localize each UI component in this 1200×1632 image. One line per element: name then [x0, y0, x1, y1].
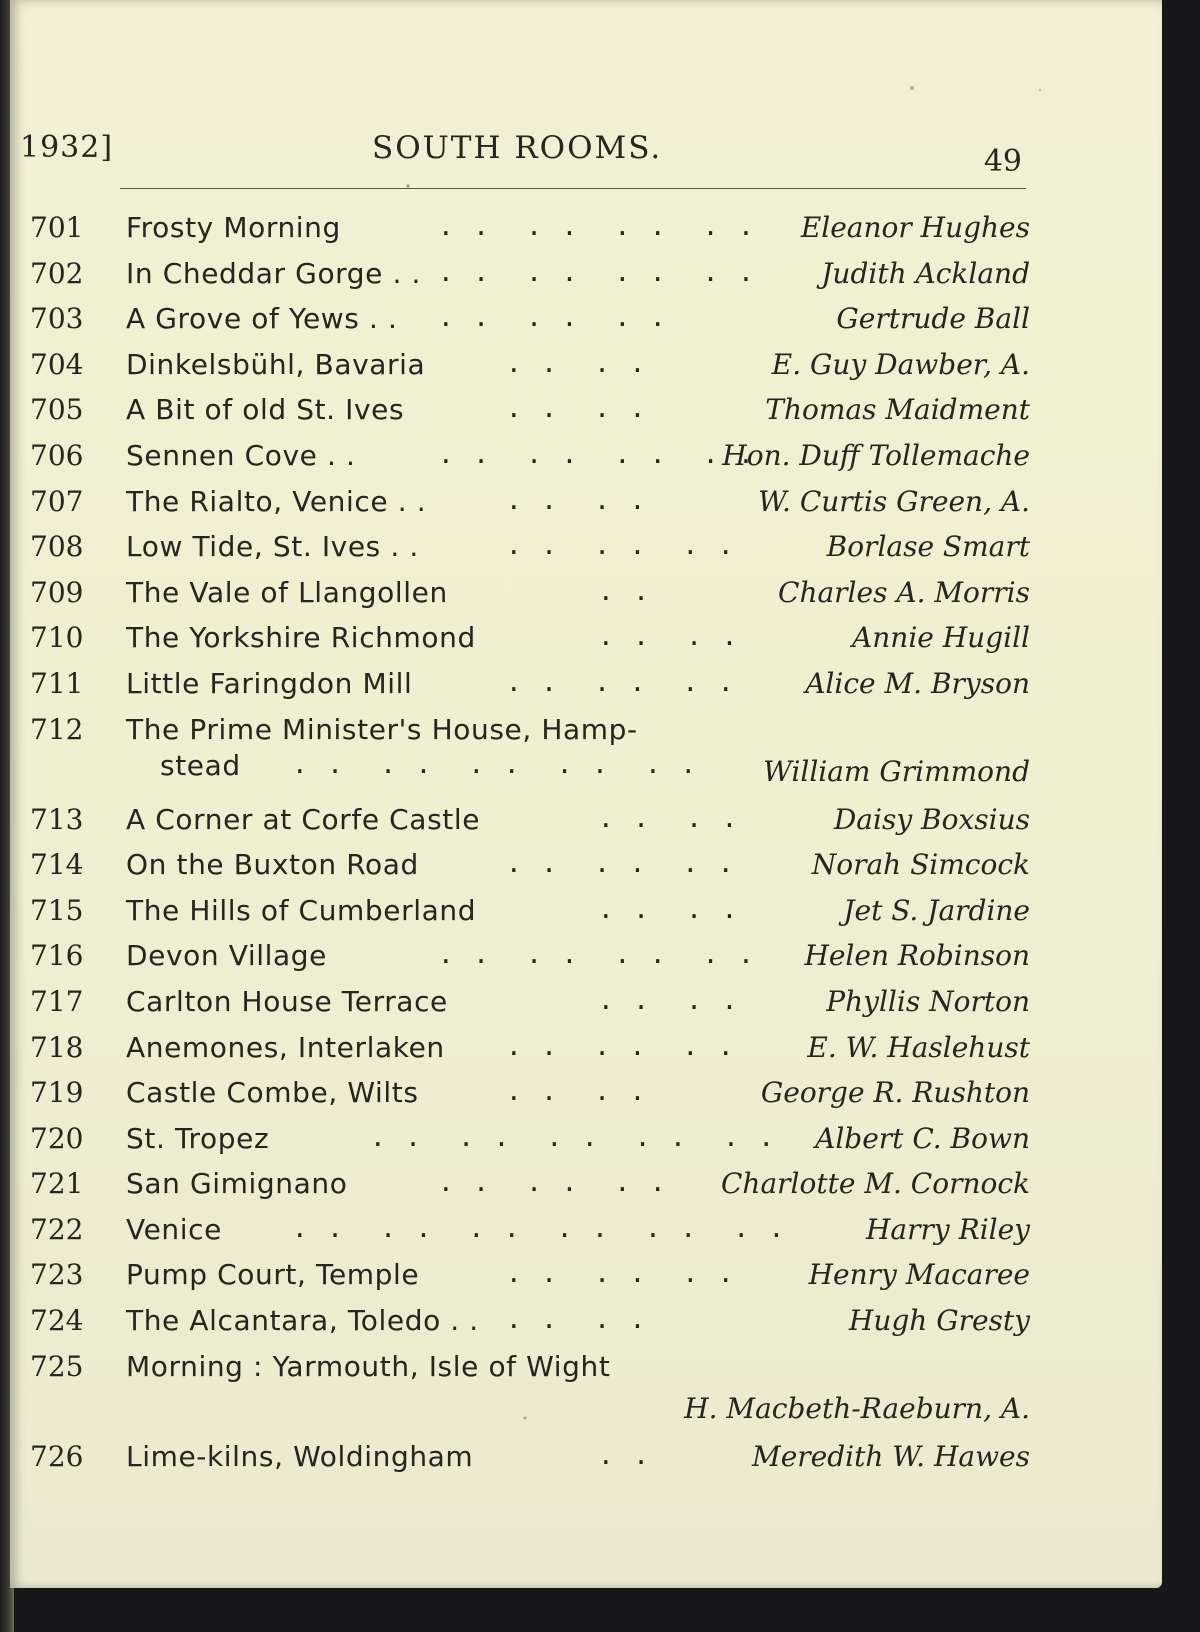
entry-artist: George R. Rushton	[760, 1076, 1030, 1110]
entry-number: 715	[30, 893, 84, 927]
entry-artist: Alice M. Bryson	[805, 666, 1030, 700]
catalogue-list	[30, 205, 1030, 1479]
entry-number: 702	[30, 256, 84, 290]
entry-number: 720	[30, 1121, 84, 1155]
catalogue-entry	[30, 661, 1030, 707]
entry-number: 722	[30, 1212, 84, 1246]
entry-title: A Corner at Corfe Castle	[126, 802, 481, 836]
header-rule	[120, 188, 1026, 189]
leader-dots: . . . . . .	[438, 303, 668, 334]
entry-title: Castle Combe, Wilts	[126, 1076, 419, 1110]
entry-artist: Albert C. Bown	[815, 1121, 1030, 1155]
leader-dots: . . . .	[506, 1077, 648, 1108]
catalogue-entry	[30, 342, 1030, 388]
entry-title: Dinkelsbühl, Bavaria	[126, 347, 426, 381]
entry-number: 723	[30, 1258, 84, 1292]
entry-artist: Borlase Smart	[826, 530, 1030, 564]
catalogue-entry	[30, 524, 1030, 570]
leader-dots: . . . . . .	[506, 849, 736, 880]
entry-number: 710	[30, 621, 84, 655]
leader-dots: . . . . . . . .	[438, 940, 756, 971]
entry-artist: Thomas Maidment	[765, 393, 1030, 427]
catalogue-entry	[30, 888, 1030, 934]
catalogue-entry	[30, 479, 1030, 525]
catalogue-entry	[30, 1070, 1030, 1116]
entry-artist: Eleanor Hughes	[800, 211, 1030, 244]
catalogue-entry	[30, 387, 1030, 433]
entry-artist: Gertrude Ball	[836, 302, 1030, 336]
entry-title-continuation: stead	[160, 748, 241, 782]
entry-title: Morning : Yarmouth, Isle of Wight	[126, 1349, 611, 1383]
entry-title: Little Faringdon Mill	[126, 666, 413, 700]
leader-dots: . . . . . . . .	[438, 439, 756, 470]
entry-title: Anemones, Interlaken	[126, 1030, 445, 1064]
leader-dots: . . . .	[598, 803, 740, 834]
entry-title: On the Buxton Road	[126, 848, 419, 882]
catalogue-entry	[30, 933, 1030, 979]
leader-dots: . . . . . .	[506, 1031, 736, 1062]
catalogue-entry	[30, 1116, 1030, 1162]
leader-dots: . . . . . . . . . .	[370, 1122, 777, 1153]
leader-dots: . . . .	[506, 394, 648, 425]
entry-number: 707	[30, 484, 84, 518]
entry-title: San Gimignano	[126, 1167, 348, 1201]
leader-dots: . . . .	[598, 894, 740, 925]
entry-title: Low Tide, St. Ives . .	[126, 530, 419, 564]
catalogue-entry	[30, 842, 1030, 888]
entry-artist: Hon. Duff Tollemache	[722, 438, 1030, 472]
entry-number: 706	[30, 438, 84, 472]
entry-number: 703	[30, 302, 84, 336]
entry-number: 719	[30, 1076, 84, 1110]
entry-artist: Charles A. Morris	[778, 575, 1030, 609]
leader-dots: . . . . . .	[506, 667, 736, 698]
entry-title: Sennen Cove . .	[126, 438, 356, 472]
entry-title: Carlton House Terrace	[126, 984, 448, 1018]
leader-dots: . . . .	[598, 985, 740, 1016]
entry-number: 726	[30, 1439, 84, 1473]
entry-title: The Vale of Llangollen	[126, 575, 448, 609]
entry-number: 713	[30, 802, 84, 836]
speck	[910, 86, 914, 90]
catalogue-entry	[30, 1161, 1030, 1207]
entry-number: 718	[30, 1030, 84, 1064]
entry-artist: H. Macbeth-Raeburn, A.	[684, 1391, 1030, 1425]
entry-title: Devon Village	[126, 939, 327, 973]
entry-number: 725	[30, 1349, 84, 1383]
entry-number: 717	[30, 984, 84, 1018]
leader-dots: . . . . . . . . . . . .	[292, 1213, 787, 1244]
entry-title: The Yorkshire Richmond	[126, 621, 476, 655]
leader-dots: . . . . . . . .	[438, 212, 756, 242]
catalogue-entry	[30, 296, 1030, 342]
leader-dots: . . . .	[506, 1305, 648, 1336]
entry-artist: Harry Riley	[866, 1212, 1030, 1246]
catalogue-entry	[30, 1434, 1030, 1480]
entry-title: Venice	[126, 1212, 222, 1246]
entry-title: St. Tropez	[126, 1121, 270, 1155]
catalogue-entry	[30, 1252, 1030, 1298]
entry-number: 724	[30, 1304, 84, 1338]
entry-artist: E. W. Haslehust	[807, 1030, 1030, 1064]
entry-title: The Hills of Cumberland	[126, 893, 477, 927]
entry-artist: Phyllis Norton	[826, 984, 1030, 1018]
leader-dots: . .	[598, 576, 651, 607]
leader-dots: . . . . . .	[506, 531, 736, 562]
entry-artist: Jet S. Jardine	[843, 893, 1030, 927]
entry-number: 705	[30, 393, 84, 427]
entry-artist: Judith Ackland	[821, 256, 1030, 290]
catalogue-entry	[30, 1344, 1030, 1434]
catalogue-entry	[30, 615, 1030, 661]
entry-artist: Helen Robinson	[804, 939, 1030, 973]
entry-number: 709	[30, 575, 84, 609]
entry-title: Frosty Morning	[126, 211, 341, 244]
entry-title: The Alcantara, Toledo . .	[126, 1304, 479, 1338]
entry-title: In Cheddar Gorge . .	[126, 256, 421, 290]
entry-title: A Grove of Yews . .	[126, 302, 398, 336]
entry-artist: Hugh Gresty	[848, 1304, 1030, 1338]
leader-dots: . . . . . . . .	[438, 257, 756, 288]
entry-number: 701	[30, 211, 84, 244]
entry-number: 714	[30, 848, 84, 882]
leader-dots: . . . .	[506, 485, 648, 516]
catalogue-entry	[30, 251, 1030, 297]
catalogue-entry	[30, 205, 1030, 251]
leader-dots: . . . . . . . . . .	[292, 749, 699, 780]
leader-dots: . .	[598, 1440, 651, 1471]
entry-artist: Norah Simcock	[811, 848, 1030, 882]
entry-title: The Prime Minister's House, Hamp-	[126, 712, 638, 746]
entry-title: Pump Court, Temple	[126, 1258, 420, 1292]
leader-dots: . . . .	[506, 348, 648, 379]
entry-artist: Charlotte M. Cornock	[721, 1167, 1030, 1201]
entry-title: Lime-kilns, Woldingham	[126, 1439, 474, 1473]
catalogue-entry	[30, 797, 1030, 843]
header-year: 1932]	[20, 130, 114, 165]
catalogue-entry	[30, 1025, 1030, 1071]
catalogue-entry	[30, 433, 1030, 479]
catalogue-entry	[30, 570, 1030, 616]
leader-dots: . . . . . .	[438, 1168, 668, 1199]
speck	[1039, 89, 1041, 91]
leader-dots: . . . .	[598, 622, 740, 653]
entry-number: 721	[30, 1167, 84, 1201]
catalogue-entry	[30, 1207, 1030, 1253]
entry-number: 704	[30, 347, 84, 381]
catalogue-entry	[30, 1298, 1030, 1344]
book-page	[10, 0, 1162, 1588]
entry-artist: Meredith W. Hawes	[752, 1439, 1030, 1473]
page-number: 49	[983, 144, 1022, 179]
leader-dots: . . . . . .	[506, 1259, 736, 1290]
catalogue-entry	[30, 707, 1030, 797]
entry-artist: Daisy Boxsius	[833, 802, 1030, 836]
entry-title: A Bit of old St. Ives	[126, 393, 405, 427]
entry-number: 711	[30, 666, 84, 700]
entry-number: 708	[30, 530, 84, 564]
page-title: SOUTH ROOMS.	[372, 130, 663, 166]
entry-artist: W. Curtis Green, A.	[758, 484, 1030, 518]
entry-title: The Rialto, Venice . .	[126, 484, 427, 518]
entry-number: 712	[30, 712, 84, 746]
entry-artist: Henry Macaree	[808, 1258, 1030, 1292]
entry-artist: Annie Hugill	[852, 621, 1030, 655]
catalogue-entry	[30, 979, 1030, 1025]
entry-artist: William Grimmond	[763, 754, 1030, 788]
entry-number: 716	[30, 939, 84, 973]
running-header	[20, 130, 1030, 190]
entry-artist: E. Guy Dawber, A.	[771, 347, 1030, 381]
